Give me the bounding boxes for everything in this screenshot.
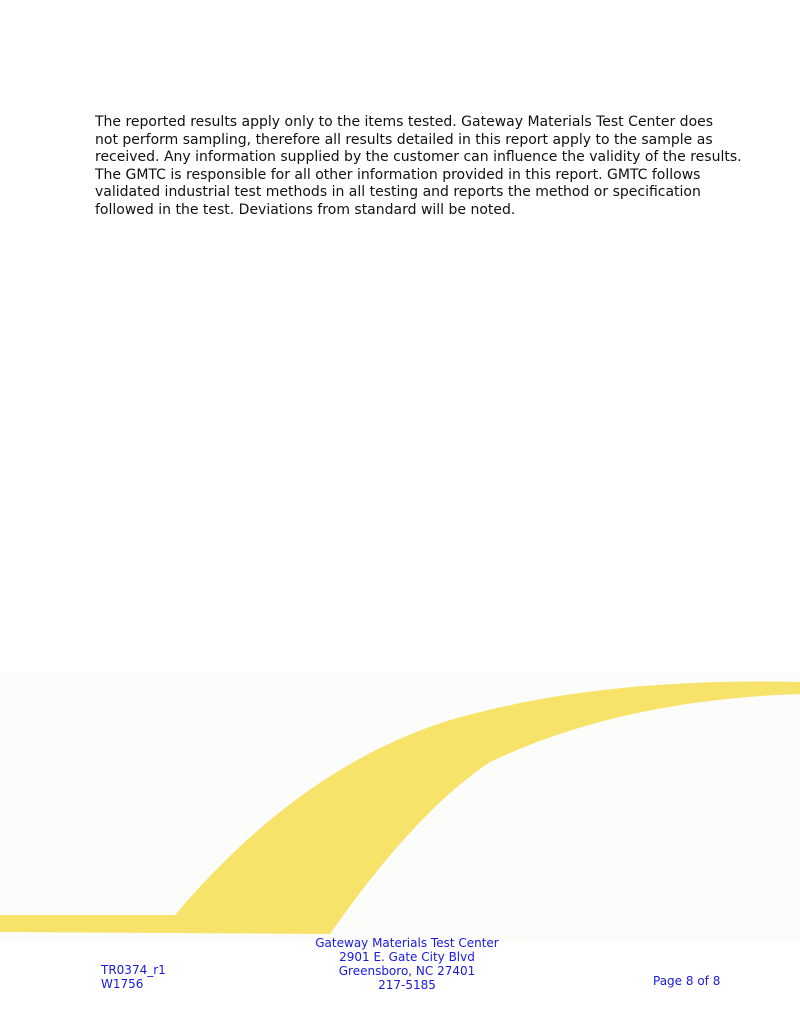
organization-name: Gateway Materials Test Center	[315, 936, 499, 950]
disclaimer-paragraph	[95, 114, 742, 219]
document-code: TR0374_r1	[101, 963, 166, 977]
city-state-zip: Greensboro, NC 27401	[338, 964, 476, 978]
disclaimer-line: followed in the test. Deviations from standard will be noted.	[95, 201, 516, 218]
disclaimer-line: not perform sampling, therefore all results detailed in this report apply to the sample as	[95, 131, 713, 148]
page-number: Page 8 of 8	[653, 974, 721, 988]
footer-swoosh-graphic	[0, 672, 800, 942]
phone-number: 217-5185	[378, 978, 436, 992]
disclaimer-line: The reported results apply only to the items tested. Gateway Materials Test Center does	[95, 114, 714, 130]
report-id: W1756	[101, 977, 144, 991]
disclaimer-line: The GMTC is responsible for all other information provided in this report. GMTC follows	[95, 166, 701, 183]
street-address: 2901 E. Gate City Blvd	[339, 950, 475, 964]
disclaimer-line: validated industrial test methods in all testing and reports the method or specification	[95, 184, 701, 200]
disclaimer-line: received. Any information supplied by the customer can influence the validity of the results.	[95, 149, 742, 165]
page-footer	[0, 935, 800, 995]
footer-address-block	[315, 936, 498, 992]
footer-left-block	[101, 963, 166, 991]
